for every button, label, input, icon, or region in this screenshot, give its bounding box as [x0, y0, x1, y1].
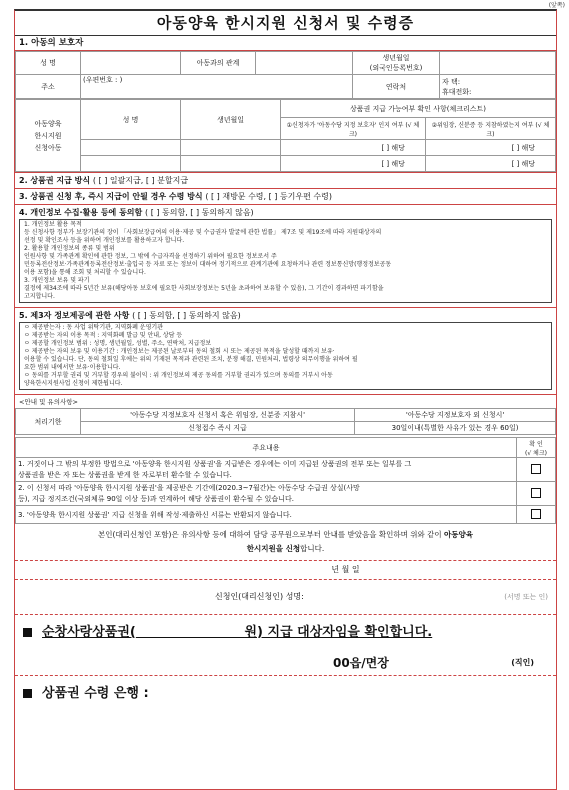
notice-check-3[interactable]	[517, 506, 556, 524]
section4: 4. 개인정보 수집·활용 등에 동의함 ( [ ] 동의함, [ ] 동의하지 않음) 1. 개인정보 활용 목적 등 신청사항 정부가 보장기관의 장이 「사회보장급여의 이용·제공 및 수급권자 발굴에 관한 법률」 제7조 및 제19조에 따라 지원대상자의 선정 및 확인조사 등을 위하여 개인정보를 활용하고자 합니다. 2. 활용할 개인정보의 종류 및 범위 인원사항 및 가족관계 확인에 관한 정보, 그 밖에 수급자격을 선정하기 위하여 필요한 정보로서 주 민등록전산정보·가족관계등록전산정보·출입국 등 자료 또는 정보이 대하여 정기적으로 관계기관에 요청하거나 관련 정보통신망(행정정보공동 이용 포함)을 통해 조회 및 처리할 수 있습니다. 3. 개인정보 보유 및 파기 결정에 제34조에 따라 5년간 보유(해당아동 보호에 필요한 사회보장정보는 5년을 초과하여 보유할 수 있음), 그 기간이 경과하면 파기함을 고지합니다.	[15, 205, 556, 308]
notice-line: ㅇ 동의를 거부할 권리 및 거부할 경우의 불이익 : 위 개인정보의 제공 동의를 거부할 권리가 있으며 동의를 거부시 아동	[24, 372, 333, 379]
notice-table	[15, 437, 556, 524]
applicant-label: 신청인(대리신청인) 성명:	[215, 592, 304, 601]
guide-heading: <안내 및 유의사항>	[19, 398, 78, 406]
notice-line: 2. 활용할 개인정보의 종류 및 범위	[24, 245, 115, 252]
notice-line: 인원사항 및 가족관계 확인에 관한 정보, 그 밖에 수급자격을 선정하기 위하여 필요한 정보로서 주	[24, 253, 277, 260]
confirmation-statement: 본인(대리신청인 포함)은 유의사항 등에 대하여 담당 공무원으로부터 안내를 받았음을 확인하며 위와 같이 아동양육 한시지원을 신청합니다.	[15, 524, 556, 561]
applicant-line	[15, 580, 556, 615]
proc-r1a: '아동수당 지정보호자 신청서 혹은 위임장, 신분증 지참시'	[81, 409, 355, 422]
processing-table	[15, 408, 556, 435]
notice-check-1[interactable]	[517, 458, 556, 482]
notice-check-2[interactable]	[517, 482, 556, 506]
address-field[interactable]: (우편번호 : )	[81, 75, 353, 99]
name-field[interactable]	[81, 52, 181, 75]
notice-line: ㅇ 제공할 개인정보 범위 : 성명, 생년월일, 성별, 주소, 연락처, 지급정보	[24, 340, 212, 347]
notice-item-2: 2. 이 신청서 따라 '아동양육 한시지원 상품권'을 제공받은 기간에(2020.3~7월간)는 아동수당 수급권 상실(사망 등), 지급 정지조건(국외체류 90일 이상 등)과 연계하여 해당 상품권이 환수될 수 있습니다.	[16, 482, 517, 506]
notice-line: 이용할 수 있습니다. 단, 동의 철회일 후에는 위의 기재된 목적과 관련된 조치, 분쟁 해결, 민원처리, 법령상 의무이행을 위하여 필	[24, 356, 358, 363]
official-seal: (직인)	[511, 658, 534, 667]
date-line[interactable]: 년 월 일	[15, 561, 556, 580]
contact-label: 연락처	[353, 75, 440, 99]
proc-r2b: 30일이내(특별한 사유가 있는 경우 60일)	[355, 422, 556, 435]
notice-line: 선정 및 확인조사 등을 위하여 개인정보를 활용하고자 합니다.	[24, 237, 185, 244]
child1-check1[interactable]: [ ] 해당	[281, 140, 426, 156]
notice-item-3: 3. '아동양육 한시지원 상품권' 지급 신청을 위해 작성·제출하신 서류는 반환되지 않습니다.	[16, 506, 517, 524]
child-name-header: 성 명	[81, 100, 181, 140]
notice-line: ㅇ 제공받는 자의 보유 및 이용기간 : 개인정보는 제공된 날로부터 동의 철회 시 또는 제공된 목적을 달성할 때까지 보유·	[24, 348, 335, 355]
child1-birth[interactable]	[181, 140, 281, 156]
office-line	[15, 651, 556, 676]
proc-r2a: 신청접수 즉시 지급	[81, 422, 355, 435]
notice-line: 3. 개인정보 보유 및 파기	[24, 277, 90, 284]
section2: 2. 상품권 지급 방식 ( [ ] 일괄지급, [ ] 분할지급	[15, 172, 556, 189]
child2-birth[interactable]	[181, 156, 281, 172]
checklist-col1: ①신청자가 '아동수당 지정 보호자' 인지 여부 (√ 체크)	[281, 118, 426, 140]
voucher-confirm: 순창사랑상품권( 원) 지급 대상자임을 확인합니다.	[15, 615, 556, 651]
office-name: 00읍/면장	[333, 656, 389, 670]
privacy-notice	[19, 219, 552, 303]
child2-name[interactable]	[81, 156, 181, 172]
third-party-notice	[19, 322, 552, 390]
child-table	[15, 99, 556, 172]
contact-field[interactable]: 자 택: 휴대전화:	[440, 75, 556, 99]
relation-label: 아동과의 관계	[181, 52, 256, 75]
section5: 5. 제3자 정보제공에 관한 사항 ( [ ] 동의함, [ ] 동의하지 않음) ㅇ 제공받는자 : 동 사업 위탁기관, 지역화폐 운영기관 ㅇ 제공받는 자의 이용 목적 : 지역화폐 발급 및 안내, 상담 등 ㅇ 제공할 개인정보 범위 : 성명, 생년월일, 성별, 주소, 연락처, 지급정보 ㅇ 제공받는 자의 보유 및 이용기간 : 개인정보는 제공된 날로부터 동의 철회 시 또는 제공된 목적을 달성할 때까지 보유· 이용할 수 있습니다. 단, 동의 철회일 후에는 위의 기재된 목적과 관련된 조치, 분쟁 해결, 민원처리, 법령상 의무이행을 위하여 필 요한 범위 내에서만 보유·이용합니다. ㅇ 동의를 거부할 권리 및 거부할 경우의 불이익 : 위 개인정보의 제공 동의를 거부할 권리가 있으며 동의를 거부시 아동 양육한시지원사업 신청이 제한됩니다.	[15, 308, 556, 395]
notice-line: 결정에 제34조에 따라 5년간 보유(해당아동 보호에 필요한 사회보장정보는 5년을 초과하여 보유할 수 있음), 그 기간이 경과하면 파기함을	[24, 285, 384, 292]
application-form	[14, 9, 557, 790]
bank-label: 상품권 수령 은행 :	[42, 686, 149, 701]
checklist-col2: ②위임장, 신분증 등 지참하였는지 여부 (√ 체크)	[425, 118, 555, 140]
section1-heading: 1. 아동의 보호자	[15, 36, 556, 51]
notice-line: 요한 범위 내에서만 보유·이용합니다.	[24, 364, 121, 371]
child1-check2[interactable]: [ ] 해당	[425, 140, 555, 156]
checklist-header: 상품권 지급 가능여부 확인 사항(체크리스트)	[281, 100, 556, 118]
processing-label: 처리기한	[16, 409, 81, 435]
notice-line: 고지합니다.	[24, 293, 55, 300]
child2-check1[interactable]: [ ] 해당	[281, 156, 426, 172]
items-head: 주요내용	[16, 438, 517, 458]
items-check-head: 확 인 (√ 체크)	[517, 438, 556, 458]
name-label: 성 명	[16, 52, 81, 75]
signature-field[interactable]: (서명 또는 인)	[504, 593, 548, 601]
receipt-method-options[interactable]: ( [ ] 재방문 수령, [ ] 등기우편 수령)	[205, 192, 332, 201]
section3: 3. 상품권 신청 후, 즉시 지급이 안될 경우 수령 방식 ( [ ] 재방문 수령, [ ] 등기우편 수령)	[15, 189, 556, 205]
notice-line: 민등록전산정보·가족관계등록전산정보·출입국 등 자료 또는 정보이 대하여 정기적으로 관계기관에 요청하거나 관련 정보통신망(행정정보공동	[24, 261, 392, 268]
notice-line: 이용 포함)을 통해 조회 및 처리할 수 있습니다.	[24, 269, 146, 276]
notice-line: 양육한시지원사업 신청이 제한됩니다.	[24, 380, 123, 387]
notice-line: ㅇ 제공받는 자의 이용 목적 : 지역화폐 발급 및 안내, 상담 등	[24, 332, 183, 339]
bank-line	[15, 676, 556, 712]
form-title: 아동양육 한시지원 신청서 및 수령증	[15, 11, 556, 36]
child1-name[interactable]	[81, 140, 181, 156]
relation-field[interactable]	[256, 52, 353, 75]
third-party-consent-options[interactable]: ( [ ] 동의함, [ ] 동의하지 않음)	[132, 311, 241, 320]
birth-field[interactable]	[440, 52, 556, 75]
birth-label: 생년월일 (외국인등록번호)	[353, 52, 440, 75]
privacy-consent-options[interactable]: ( [ ] 동의함, [ ] 동의하지 않음)	[145, 208, 254, 217]
address-label: 주소	[16, 75, 81, 99]
notice-line: 1. 개인정보 활용 목적	[24, 221, 82, 228]
notice-item-1: 1. 거짓이나 그 밖의 부정한 방법으로 '아동양육 한시지원 상품권'을 지급받은 경우에는 이미 지급된 상품권의 전부 또는 일부를 그 상품권을 받은 자 또는 상품권을 받게 한 자로부터 환수할 수 있습니다.	[16, 458, 517, 482]
child2-check2[interactable]: [ ] 해당	[425, 156, 555, 172]
child-birth-header: 생년월일	[181, 100, 281, 140]
payment-method-options[interactable]: ( [ ] 일괄지급, [ ] 분할지급	[92, 176, 189, 185]
child-side-label: 아동양육 한시지원 신청아동	[16, 100, 81, 172]
proc-r1b: '아동수당 지정보호자 외 신청시'	[355, 409, 556, 422]
notice-line: ㅇ 제공받는자 : 동 사업 위탁기관, 지역화폐 운영기관	[24, 324, 163, 331]
page-side-note: (앞쪽)	[548, 2, 565, 9]
notice-line: 등 신청사항 정부가 보장기관의 장이 「사회보장급여의 이용·제공 및 수급권자 발굴에 관한 법률」 제7조 및 제19조에 따라 지원대상자의	[24, 229, 382, 236]
guardian-table	[15, 51, 556, 99]
